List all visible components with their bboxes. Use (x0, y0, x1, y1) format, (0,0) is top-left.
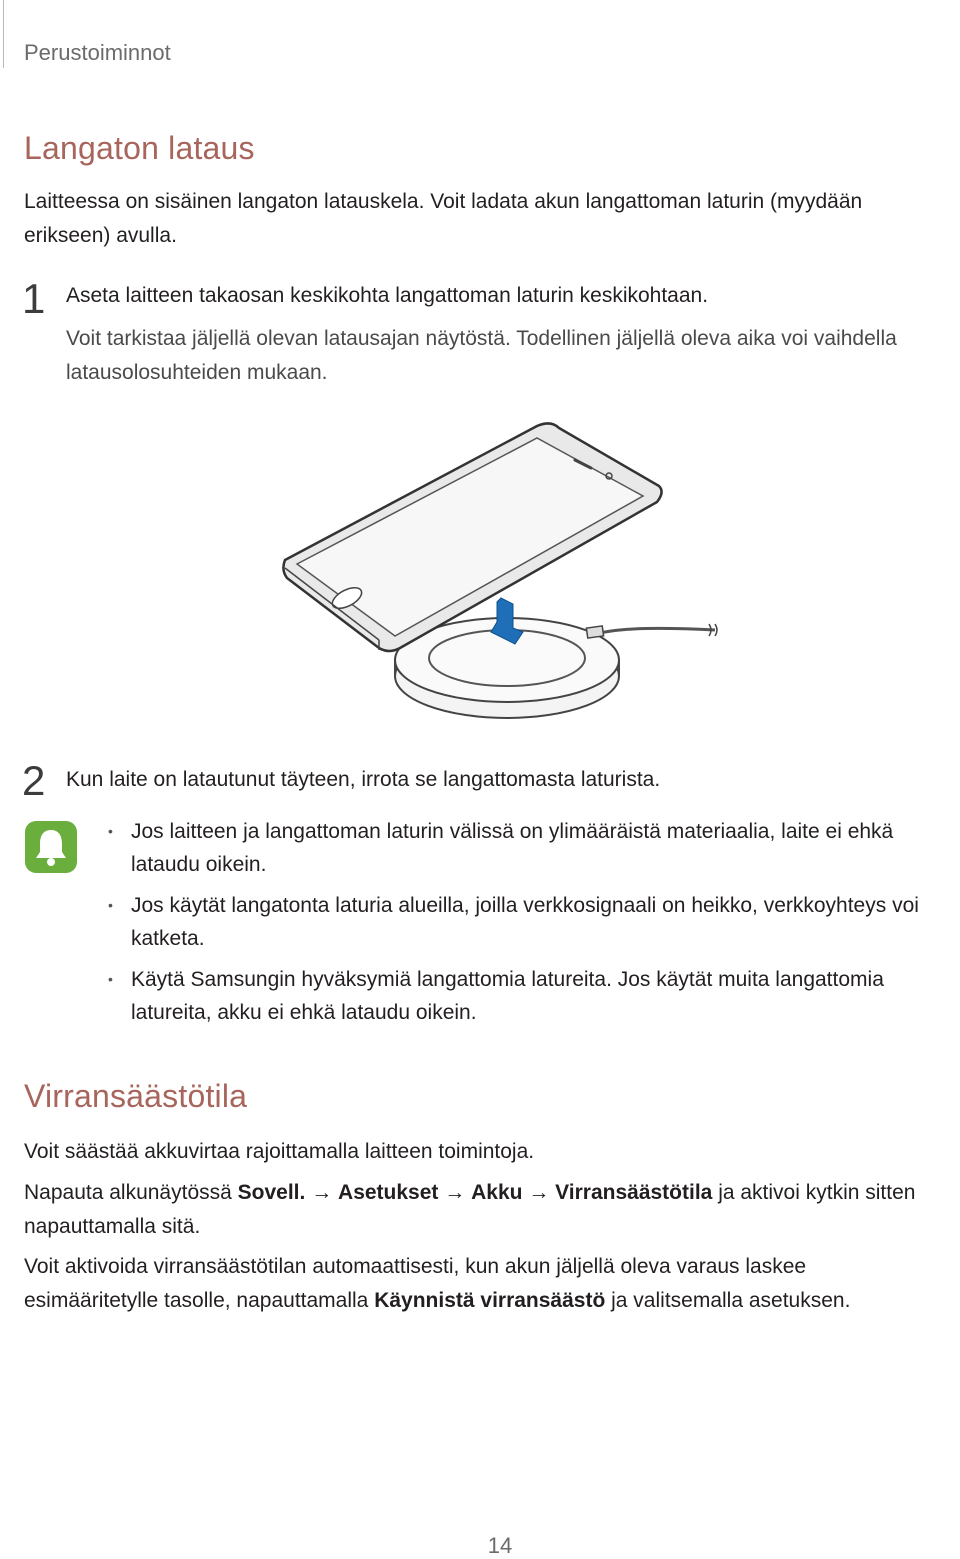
note-item: • Jos laitteen ja langattoman laturin välissä on ylimääräistä materiaalia, laite ei ehkä lataudu oikein. (108, 820, 894, 876)
section-header: Perustoiminnot (24, 40, 171, 65)
power-saving-para3: Voit aktivoida virransäästötilan automaattisesti, kun akun jäljellä oleva varaus laskee esimääritetylle tasolle, napauttamalla Käynnistä virransäästö ja valitsemalla asetuksen. (24, 1255, 851, 1312)
step-2-number: 2 (22, 757, 46, 804)
power-saving-mode-label: Virransäästötila (555, 1181, 713, 1204)
start-power-saving-label: Käynnistä virransäästö (374, 1289, 606, 1312)
power-saving-para1: Voit säästää akkuvirtaa rajoittamalla laitteen toimintoja. (24, 1140, 535, 1163)
apps-label: Sovell. (237, 1181, 306, 1204)
step-1-subtext: Voit tarkistaa jäljellä olevan latausajan näytöstä. Todellinen jäljellä oleva aika voi vaihdella latausolosuhteiden mukaan. (66, 327, 897, 384)
power-saving-title: Virransäästötila (24, 1078, 248, 1114)
phone-on-charger-illustration (275, 418, 725, 723)
bell-icon (24, 820, 78, 874)
step-1-number: 1 (22, 275, 46, 322)
note-text: Jos käytät langatonta laturia alueilla, joilla verkkosignaali on heikko, verkkoyhteys voi katketa. (131, 894, 919, 950)
note-item: • Jos käytät langatonta laturia alueilla, joilla verkkosignaali on heikko, verkkoyhteys voi katketa. (108, 894, 919, 950)
page-number: 14 (487, 1533, 513, 1558)
note-list (108, 815, 958, 1037)
note-text: Käytä Samsungin hyväksymiä langattomia latureita. Jos käytät muita langattomia latureita, akku ei ehkä lataudu oikein. (131, 968, 884, 1024)
settings-label: Asetukset (338, 1181, 439, 1204)
header-rule (3, 0, 4, 68)
step-1-text: Aseta laitteen takaosan keskikohta langattoman laturin keskikohtaan. (66, 284, 709, 307)
power-saving-para2: Napauta alkunäytössä Sovell. → Asetukset → Akku → Virransäästötila ja aktivoi kytkin sitten napauttamalla sitä. (24, 1181, 916, 1238)
wireless-intro: Laitteessa on sisäinen langaton latauskela. Voit ladata akun langattoman laturin (myydään erikseen) avulla. (24, 190, 863, 247)
battery-label: Akku (471, 1181, 523, 1204)
note-text: Jos laitteen ja langattoman laturin välissä on ylimääräistä materiaalia, laite ei ehkä lataudu oikein. (131, 820, 894, 876)
wireless-title: Langaton lataus (24, 130, 255, 166)
step-2-text: Kun laite on latautunut täyteen, irrota se langattomasta laturista. (66, 768, 661, 791)
phone (283, 423, 661, 651)
note-item: • Käytä Samsungin hyväksymiä langattomia latureita. Jos käytät muita langattomia latureita, akku ei ehkä lataudu oikein. (108, 968, 884, 1024)
